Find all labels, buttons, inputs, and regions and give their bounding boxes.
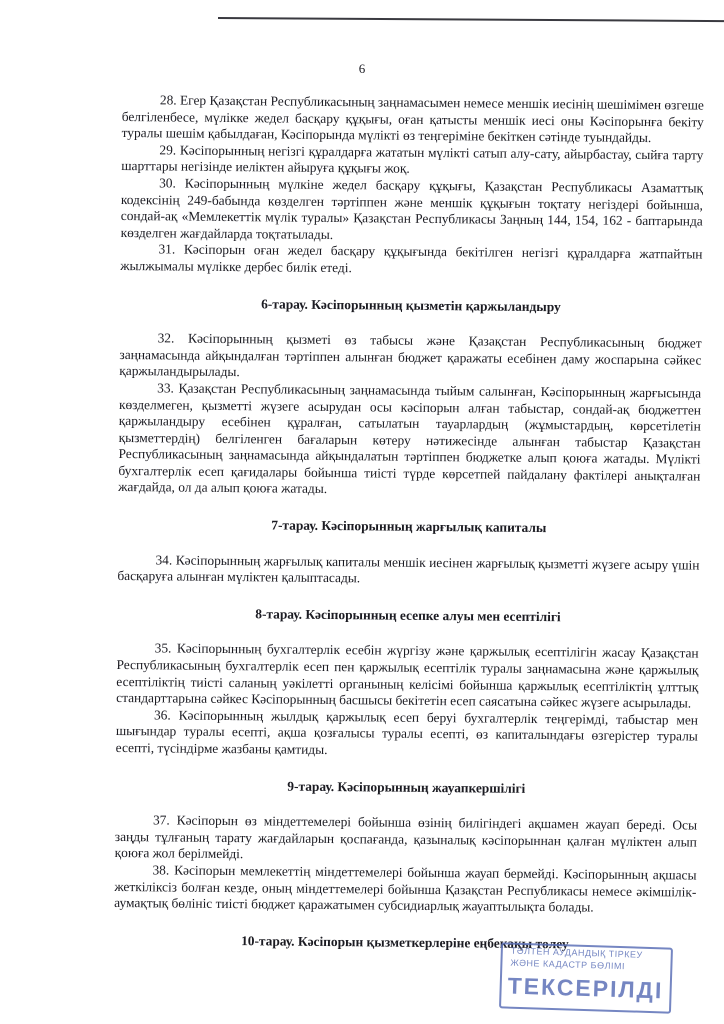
paragraph-36: 36. Кәсіпорынның жылдық қаржылық есеп беруі бухгалтерлік теңгерімді, табыстар мен шығындар туралы есепті, ақша қозғалысы туралы есепті, өз капиталындағы өзгерістер туралы есепті, түсіндірме жазбаны қамтиды.	[115, 707, 699, 758]
stamp-line-1: ТӘЛТЕН АУДАНДЫҚ ТІРКЕУ	[510, 945, 643, 960]
document-body	[114, 92, 704, 973]
paragraph-32: 32. Кәсіпорынның қызметі өз табысы және Қазақстан Республикасының бюджет заңнамасында айқындалған тәртіппен алынған бюджет қаражаты есебінен даму жоспарына сәйкес қаржыландырылады.	[119, 330, 702, 380]
stamp-line-3: ТЕКСЕРІЛДІ	[507, 972, 664, 1004]
stamp-line-2: ЖӘНЕ КАДАСТР БӨЛІМІ	[510, 957, 626, 972]
top-edge-line	[218, 17, 724, 22]
paragraph-31: 31. Кәсіпорын оған жедел басқару құқығында бекітілген негізгі құралдарға жатпайтын жылжымалы мүлікке дербес билік етеді.	[120, 241, 703, 276]
section-heading-8: 8-тарау. Кәсіпорынның есепке алуы мен есептілігі	[255, 606, 561, 625]
paragraph-37: 37. Кәсіпорын өз міндеттемелері бойынша өзінің билігіндегі ақшамен жауап береді. Осы заңды тұлғаның тарату жағдайларын қоспағанда, қазыналық кәсіпорыннан қалған мүліктен алып қоюға жол берілмейді.	[114, 812, 698, 862]
paragraph-35: 35. Кәсіпорынның бухгалтерлік есебін жүргізу және қаржылық есептілігін жасау Қазақстан Республикасының бухгалтерлік есеп пен қаржылық есептілік туралы заңнамасына және қаржылық есептіліктің тиісті саланың уәкілетті органының келісімі бойынша қаржылық есептіліктің ұлттық стандарттарына сәйкес Кәсіпорынның басшысы бекітетін есеп саясатына сәйкес жүзеге асырылады.	[116, 640, 699, 711]
section-heading-7: 7-тарау. Кәсіпорынның жарғылық капиталы	[271, 517, 547, 536]
paragraph-33: 33. Қазақстан Республикасының заңнамасында тыйым салынған, Кәсіпорынның жарғысында көзделмеген, қызметті жүзеге асырудан осы кәсіпорын алған табыстар, сондай-ақ бюджеттен қаржыландыру есебінен құралған, сатылатын тауарлардың (жұмыстардың, көрсетілетін қызметтердің) белгіленген бағаларын көтеру нәтижесінде алынған табыстар Қазақстан Республикасының заңнамасында айқындалатын тәртіппен бюджетке алып қоюға жатады. Мүлікті бухгалтерлік есеп қағидалары бойынша тиісті түрде көрсетпей пайдалану фактілері анықталған жағдайда, ол да алып қоюға жатады.	[118, 380, 702, 497]
paragraph-28: 28. Егер Қазақстан Республикасының заңнамасымен немесе меншік иесінің шешімімен өзгеше белгіленбесе, мүлікке жедел басқару құқығы, оған қатысты меншік иесі оны Кәсіпорынға бекіту туралы шешім қабылдаған, Кәсіпорында мүлікті өз теңгеріміне бекіткен сәтінде туындайды.	[121, 92, 704, 146]
section-heading-9: 9-тарау. Кәсіпорынның жауапкершілігі	[287, 778, 526, 796]
section-heading-6: 6-тарау. Кәсіпорынның қызметін қаржыландыру	[261, 295, 561, 314]
page-number: 6	[358, 61, 366, 76]
paragraph-34: 34. Кәсіпорынның жарғылық капиталы меншік иесінен жарғылық қызметті жүзеге асыру үшін басқаруға алынған мүліктен қалыптасады.	[117, 551, 700, 586]
section-heading-10: 10-тарау. Кәсіпорын қызметкерлеріне еңбекақы төлеу	[241, 932, 569, 952]
verification-stamp	[499, 942, 673, 1013]
paragraph-29: 29. Кәсіпорынның негізгі құралдарға жататын мүлікті сатып алу-сату, айырбастау, сыйға тарту шарттары негізінде иеліктен айыруға құқығы жоқ.	[121, 142, 704, 177]
paragraph-30: 30. Кәсіпорынның мүлкіне жедел басқару құқығы, Қазақстан Республикасы Азаматтық кодексінің 249-бабында көзделген тәртіппен және меншік құқығын тоқтату негіздері бойынша, сондай-ақ «Мемлекеттік мүлік туралы» Қазақстан Республикасы Заңның 144, 154, 162 - баптарында көзделген жағдайларда тоқтатылады.	[120, 175, 704, 242]
paragraph-38: 38. Кәсіпорын мемлекеттің міндеттемелері бойынша жауап бермейді. Кәсіпорынның ақшасы жеткіліксіз болған кезде, оның міндеттемелері бойынша Қазақстан Республикасы немесе әкімшілік-аумақтық бөлініс тиісті бюджет қаражатымен субсидиарлық жауаптылықта болады.	[114, 862, 697, 915]
